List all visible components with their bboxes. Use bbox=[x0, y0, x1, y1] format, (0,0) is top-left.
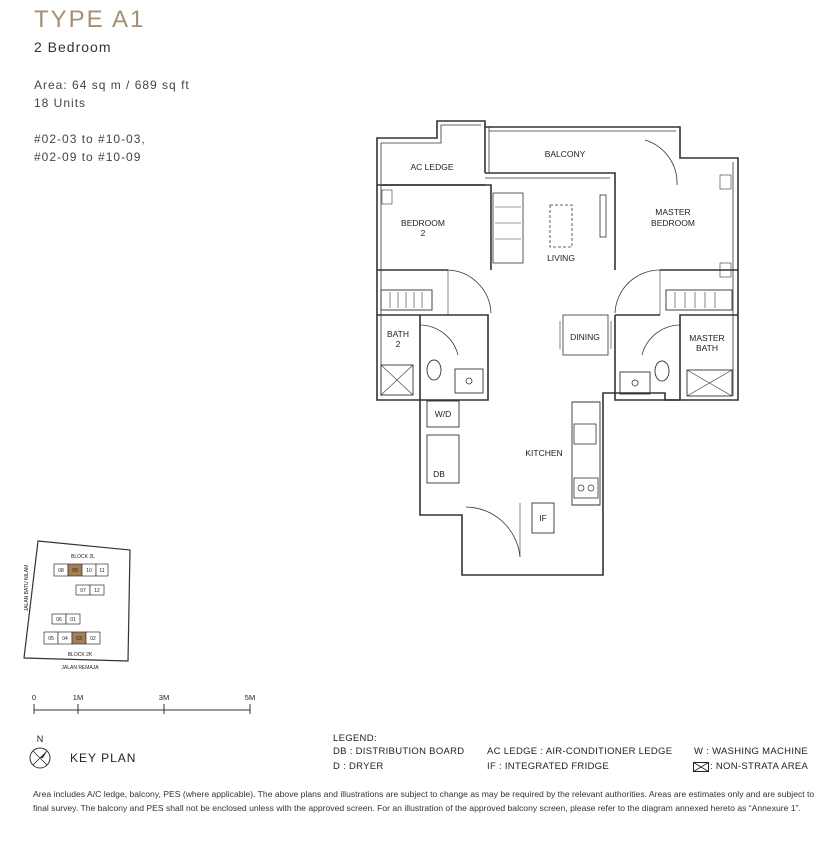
page-title: TYPE A1 bbox=[34, 6, 146, 33]
unit-count: 18 Units bbox=[34, 96, 87, 110]
room-label-balcony: BALCONY bbox=[544, 149, 586, 159]
unit-10: 10 bbox=[86, 568, 92, 574]
legend-d: D : DRYER bbox=[333, 761, 384, 772]
unit-03: 03 bbox=[76, 636, 82, 642]
scale-tick-0: 0 bbox=[31, 693, 37, 702]
floor-plan bbox=[360, 115, 750, 580]
north-arrow-icon bbox=[28, 734, 58, 774]
north-label: N bbox=[36, 734, 44, 744]
unit-range-2: #02-09 to #10-09 bbox=[34, 150, 142, 164]
room-label-bath2: BATH bbox=[386, 329, 410, 339]
unit-08: 08 bbox=[58, 568, 64, 574]
room-label-bath2-num: 2 bbox=[395, 339, 401, 349]
room-label-master-bedroom-2: BEDROOM bbox=[651, 218, 695, 228]
unit-06: 06 bbox=[56, 617, 62, 623]
legend-ac: AC LEDGE : AIR-CONDITIONER LEDGE bbox=[487, 746, 673, 757]
unit-11: 11 bbox=[99, 568, 105, 574]
legend-db: DB : DISTRIBUTION BOARD bbox=[333, 746, 465, 757]
outer-wall bbox=[377, 121, 738, 575]
legend-w: W : WASHING MACHINE bbox=[694, 746, 809, 757]
legend-if: IF : INTEGRATED FRIDGE bbox=[487, 761, 610, 772]
key-plan-road-west: JALAN BATU NILAM bbox=[24, 564, 30, 612]
key-plan-block-2l: BLOCK 2L bbox=[71, 554, 95, 560]
legend-title: LEGEND: bbox=[333, 733, 377, 744]
scale-bar bbox=[28, 690, 268, 720]
room-label-ac-ledge: AC LEDGE bbox=[410, 162, 454, 172]
room-label-bedroom2: BEDROOM bbox=[401, 218, 445, 228]
bedroom-count: 2 Bedroom bbox=[34, 39, 112, 55]
room-label-bedroom2-num: 2 bbox=[420, 228, 426, 238]
unit-07: 07 bbox=[80, 588, 86, 594]
unit-09: 09 bbox=[72, 568, 78, 574]
scale-tick-1m: 1M bbox=[72, 693, 84, 702]
room-label-if: IF bbox=[539, 513, 547, 523]
room-label-master-bedroom: MASTER bbox=[655, 207, 691, 217]
key-plan-map bbox=[18, 538, 138, 673]
scale-tick-5m: 5M bbox=[244, 693, 256, 702]
key-plan-label: KEY PLAN bbox=[70, 751, 137, 765]
unit-area: Area: 64 sq m / 689 sq ft bbox=[34, 78, 190, 92]
scale-tick-3m: 3M bbox=[158, 693, 170, 702]
unit-12: 12 bbox=[94, 588, 100, 594]
room-label-db: DB bbox=[433, 469, 445, 479]
legend-non-strata: : NON-STRATA AREA bbox=[710, 761, 809, 772]
key-plan-block-2k: BLOCK 2K bbox=[67, 652, 93, 658]
room-label-living: LIVING bbox=[547, 253, 575, 263]
room-label-master-bath: MASTER bbox=[689, 333, 725, 343]
room-label-master-bath-2: BATH bbox=[695, 343, 719, 353]
unit-range-1: #02-03 to #10-03, bbox=[34, 132, 146, 146]
key-plan-road-south: JALAN REMAJA bbox=[61, 665, 99, 671]
disclaimer-text: Area includes A/C ledge, balcony, PES (where applicable). The above plans and illustrations are subject to change as may be required by the relevant authorities. Areas are estimates only and are subject to final survey. The balcony and PES shall not be enclosed unless with the approved screen. For an illustration of the approved balcony screen, please refer to the diagram annexed hereto as “Annexure 1”. bbox=[33, 789, 815, 813]
room-label-wd: W/D bbox=[434, 409, 452, 419]
unit-02: 02 bbox=[90, 636, 96, 642]
unit-05: 05 bbox=[48, 636, 54, 642]
non-strata-icon bbox=[693, 762, 709, 772]
unit-01: 01 bbox=[70, 617, 76, 623]
room-label-kitchen: KITCHEN bbox=[525, 448, 563, 458]
unit-04: 04 bbox=[62, 636, 68, 642]
room-label-dining: DINING bbox=[570, 332, 600, 342]
